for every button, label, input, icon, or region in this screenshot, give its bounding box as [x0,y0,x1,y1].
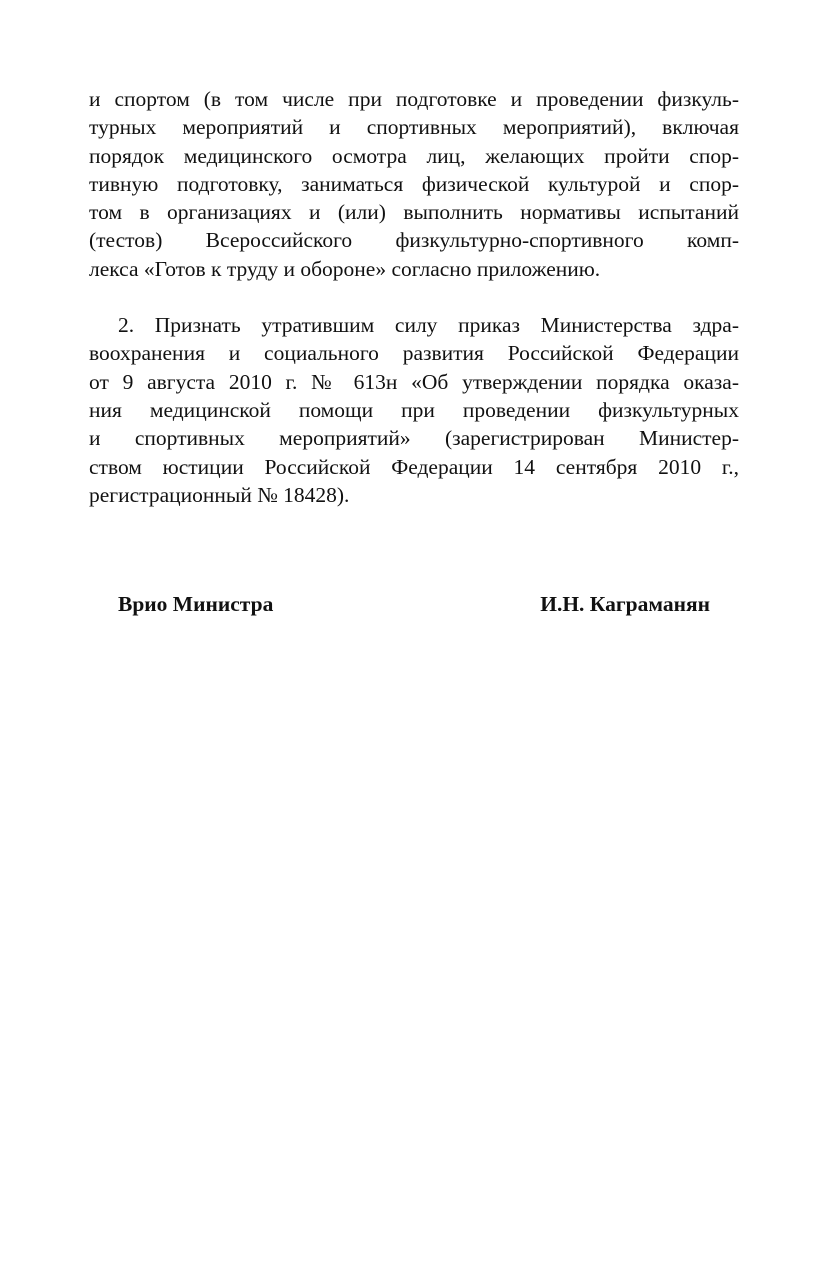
text-line: ством юстиции Российской Федерации 14 сентября 2010 г., [89,454,739,479]
text-line: турных мероприятий и спортивных мероприятий), включая [89,115,739,140]
text-line: от 9 августа 2010 г. № 613н «Об утверждении порядка оказа- [89,369,739,394]
text-line: и спортивных мероприятий» (зарегистрирован Министер- [89,426,739,451]
signature-block [118,590,710,618]
text-line: (тестов) Всероссийского физкультурно-спортивного комп- [89,228,739,253]
text-line: тивную подготовку, заниматься физической культурой и спор- [89,171,739,196]
text-line: порядок медицинского осмотра лиц, желающих пройти спор- [89,143,739,168]
text-line: воохранения и социального развития Российской Федерации [89,341,739,366]
text-line: том в организациях и (или) выполнить нормативы испытаний [89,200,739,225]
text-line: лекса «Готов к труду и обороне» согласно приложению. [89,256,601,281]
text-line: и спортом (в том числе при подготовке и проведении физкуль- [89,87,739,111]
text-line: регистрационный № 18428). [89,482,350,507]
document-body [89,85,739,509]
paragraph-2 [89,311,739,509]
paragraph-1 [89,85,739,283]
signatory-position: Врио Министра [118,592,274,616]
text-line: 2. Признать утратившим силу приказ Министерства здра- [118,313,739,338]
paragraph-gap [89,283,739,311]
signatory-name: И.Н. Каграманян [540,592,710,616]
text-line: ния медицинской помощи при проведении физкультурных [89,397,739,422]
